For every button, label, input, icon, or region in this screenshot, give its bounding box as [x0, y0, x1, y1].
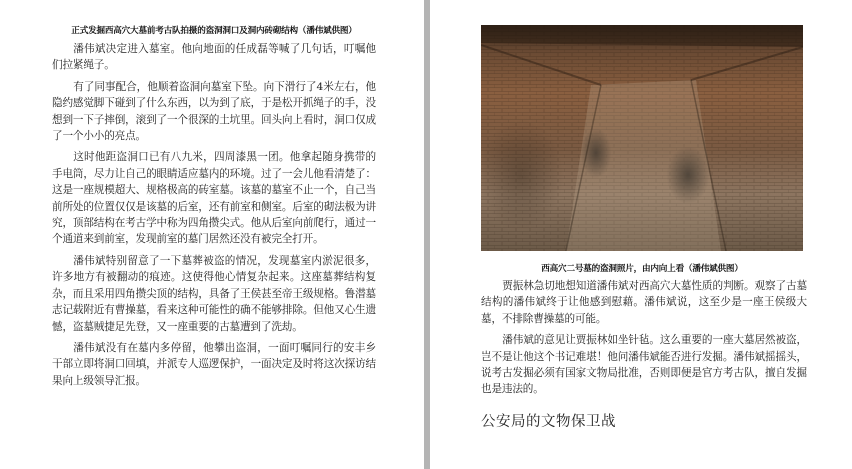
left-body-text [52, 41, 376, 394]
left-paragraph-2: 有了同事配合，他顺着盗洞向墓室下坠。向下滑行了4米左右，他隐约感觉脚下碰到了什么东西，以为到了底，于是松开抓绳子的手，没想到一下子摔倒，滚到了一个很深的土坑里。回头向上看时，洞口仅成了一个小小的亮点。 [52, 80, 376, 143]
left-paragraph-4: 潘伟斌特别留意了一下墓葬被盗的情况，发现墓室内淤泥很多，许多地方有被翻动的痕迹。这使得他心情复杂起来。这座墓葬结构复杂，而且采用四角攒尖顶的结构，具备了王侯甚至帝王级规格。鲁潜墓志记载附近有曹操墓，看来这种可能性的确不能够排除。但他又心生遗憾，盗墓贼捷足先登，又一座重要的古墓遭到了洗劫。 [52, 254, 376, 333]
right-body-text [481, 278, 807, 403]
section-heading: 公安局的文物保卫战 [481, 414, 616, 430]
right-paragraph-1: 贾振林急切地想知道潘伟斌对西高穴大墓性质的判断。观察了古墓结构的潘伟斌终于让他感到慰藉。潘伟斌说，这至少是一座王侯级大墓，不排除曹操墓的可能。 [481, 280, 807, 325]
right-photo-caption: 西高穴二号墓的盗洞照片，由内向上看（潘伟斌供图） [541, 264, 743, 274]
left-photo-caption: 正式发掘西高穴大墓前考古队拍摄的盗洞洞口及洞内砖砌结构（潘伟斌供图） [71, 26, 357, 36]
left-page [0, 0, 424, 469]
left-paragraph-5: 潘伟斌没有在墓内多停留，他攀出盗洞，一面叮嘱同行的安丰乡干部立即将洞口回填，并派专人巡逻保护，一面决定及时将这次探访结果向上级领导汇报。 [52, 341, 376, 387]
brick-texture [481, 25, 803, 251]
left-paragraph-3: 这时他距盗洞口已有八九米，四周漆黑一团。他拿起随身携带的手电筒，尽力让自己的眼睛适应墓内的环境。过了一会儿他看清楚了：这是一座规模超大、规格极高的砖室墓。该墓的墓室不止一个，自己当前所处的位置仅仅是该墓的后室，还有前室和侧室。后室的砌法极为讲究，顶部结构在考古学中称为四角攒尖式。他从后室向前爬行，通过一个通道来到前室，发现前室的墓门居然还没有被完全打开。 [52, 151, 376, 246]
right-paragraph-2: 潘伟斌的意见让贾振林如坐针毡。这么重要的一座大墓居然被盗，岂不是让他这个书记难堪！他问潘伟斌能否进行发掘。潘伟斌摇摇头，说考古发掘必须有国家文物局批准，否则即便是官方考古队，擅自发掘也是违法的。 [481, 334, 807, 396]
right-page [430, 0, 852, 469]
left-paragraph-1: 潘伟斌决定进入墓室。他向地面的任成磊等喊了几句话，叮嘱他们拉紧绳子。 [52, 43, 376, 72]
tomb-interior-photo [481, 25, 803, 251]
